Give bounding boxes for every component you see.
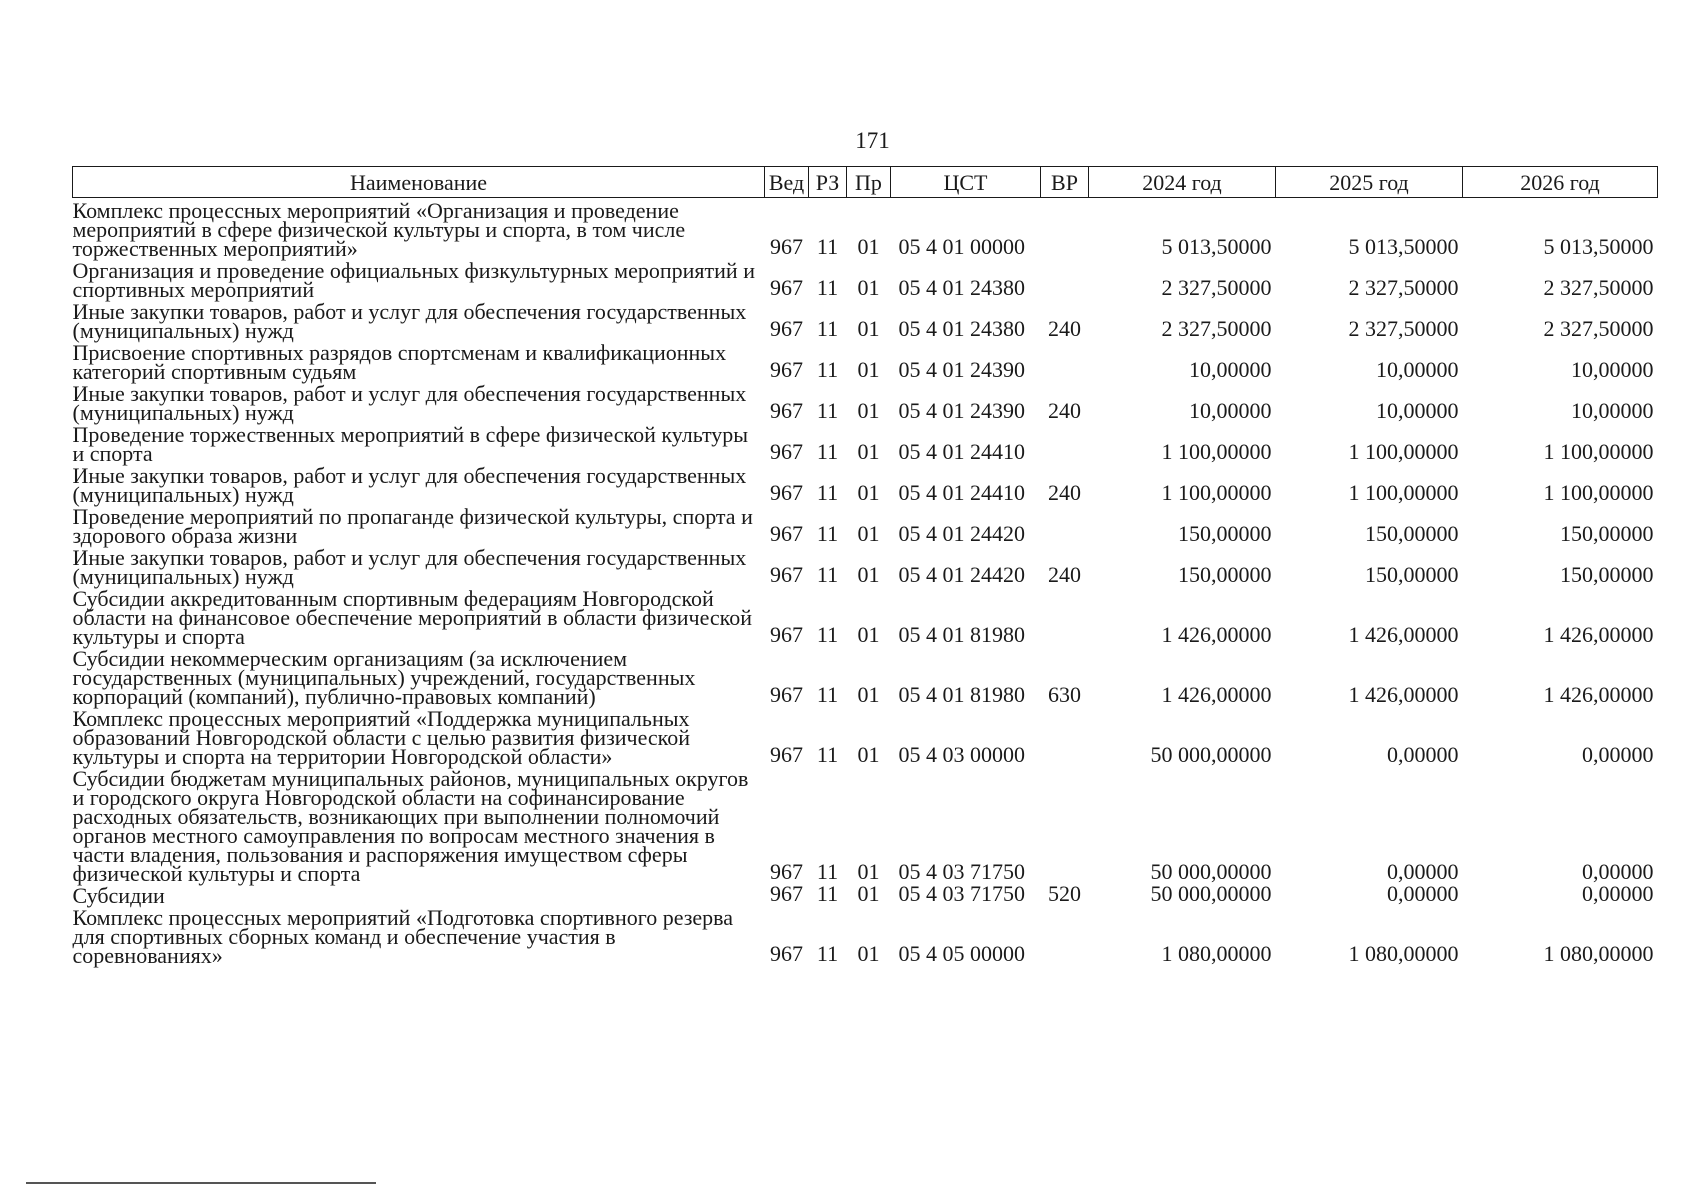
row-ved: 967 [770, 859, 803, 884]
row-cst: 05 4 03 71750 [898, 881, 1025, 906]
row-pr: 01 [857, 357, 880, 382]
row-cst: 05 4 01 00000 [898, 234, 1025, 259]
row-2025: 150,00000 [1365, 562, 1459, 587]
row-name: Комплекс процессных мероприятий «Поддержка муниципальных образований Новгородской области с целью развития физической культуры и спорта на территории Новгородской области» [72, 706, 691, 769]
row-2025: 0,00000 [1387, 742, 1459, 767]
table-header-row [73, 167, 1658, 198]
row-name: Иные закупки товаров, работ и услуг для обеспечения государственных (муниципальных) нужд [72, 381, 747, 425]
row-cst: 05 4 03 71750 [898, 859, 1025, 884]
row-ved: 967 [770, 941, 803, 966]
table-row [73, 905, 1658, 965]
budget-table [72, 166, 1658, 968]
row-vr: 240 [1048, 562, 1081, 587]
row-rz: 11 [816, 881, 839, 906]
row-2024: 2 327,50000 [1161, 275, 1272, 300]
header-rz: РЗ [809, 167, 847, 198]
header-pr: Пр [847, 167, 891, 198]
header-2026: 2026 год [1463, 167, 1658, 198]
row-2026: 1 426,00000 [1543, 682, 1654, 707]
row-2025: 2 327,50000 [1348, 316, 1459, 341]
table-row [73, 258, 1658, 299]
row-name: Комплекс процессных мероприятий «Подготовка спортивного резерва для спортивных сборных команд и обеспечение участия в соревнованиях» [72, 905, 734, 968]
row-2024: 50 000,00000 [1150, 742, 1272, 767]
row-ved: 967 [770, 398, 803, 423]
row-cst: 05 4 01 24420 [898, 562, 1025, 587]
row-2025: 10,00000 [1376, 357, 1459, 382]
row-vr [1041, 340, 1089, 381]
row-2024: 2 327,50000 [1161, 316, 1272, 341]
row-2025: 150,00000 [1365, 521, 1459, 546]
row-2026: 150,00000 [1560, 521, 1654, 546]
row-cst: 05 4 01 24390 [898, 398, 1025, 423]
row-2025: 1 100,00000 [1348, 439, 1459, 464]
table-row [73, 766, 1658, 883]
row-2024: 1 426,00000 [1161, 682, 1272, 707]
row-name: Комплекс процессных мероприятий «Организация и проведение мероприятий в сфере физической культуры и спорта, в том числе торжественных мероприятий» [72, 198, 686, 261]
row-rz: 11 [816, 859, 839, 884]
row-2026: 0,00000 [1582, 881, 1654, 906]
row-cst: 05 4 01 24380 [898, 316, 1025, 341]
row-2024: 50 000,00000 [1150, 859, 1272, 884]
row-cst: 05 4 01 24420 [898, 521, 1025, 546]
row-2024: 10,00000 [1189, 398, 1272, 423]
row-pr: 01 [857, 881, 880, 906]
row-rz: 11 [816, 521, 839, 546]
row-2026: 1 080,00000 [1543, 941, 1654, 966]
row-ved: 967 [770, 439, 803, 464]
row-pr: 01 [857, 316, 880, 341]
header-vr: ВР [1041, 167, 1089, 198]
row-2026: 1 426,00000 [1543, 622, 1654, 647]
row-2024: 150,00000 [1178, 562, 1272, 587]
row-vr [1041, 258, 1089, 299]
row-rz: 11 [816, 622, 839, 647]
row-cst: 05 4 01 24410 [898, 480, 1025, 505]
row-name: Иные закупки товаров, работ и услуг для обеспечения государственных (муниципальных) нужд [72, 299, 747, 343]
row-ved: 967 [770, 275, 803, 300]
row-pr: 01 [857, 439, 880, 464]
row-2024: 1 080,00000 [1161, 941, 1272, 966]
row-vr [1041, 905, 1089, 965]
row-rz: 11 [816, 480, 839, 505]
row-2025: 0,00000 [1387, 859, 1459, 884]
row-2026: 10,00000 [1571, 398, 1654, 423]
row-pr: 01 [857, 275, 880, 300]
footer-rule [26, 1182, 376, 1184]
row-2026: 150,00000 [1560, 562, 1654, 587]
row-name: Субсидии бюджетам муниципальных районов, муниципальных округов и городского округа Новгородской области на софинансирование расходных обязательств, возникающих при выполнении полномочий органов местного самоуправления по вопросам местного значения в части владения, пользования и распоряжения имуществом сферы физической культуры и спорта [72, 766, 749, 886]
row-rz: 11 [816, 941, 839, 966]
row-cst: 05 4 01 24380 [898, 275, 1025, 300]
row-2026: 2 327,50000 [1543, 316, 1654, 341]
row-ved: 967 [770, 316, 803, 341]
row-2025: 5 013,50000 [1348, 234, 1459, 259]
row-vr [1041, 198, 1089, 259]
row-pr: 01 [857, 682, 880, 707]
row-rz: 11 [816, 234, 839, 259]
row-2025: 2 327,50000 [1348, 275, 1459, 300]
row-name: Проведение торжественных мероприятий в сфере физической культуры и спорта [72, 422, 749, 466]
header-2024: 2024 год [1089, 167, 1276, 198]
header-2025: 2025 год [1276, 167, 1463, 198]
row-pr: 01 [857, 398, 880, 423]
row-2026: 5 013,50000 [1543, 234, 1654, 259]
row-rz: 11 [816, 562, 839, 587]
row-cst: 05 4 01 81980 [898, 682, 1025, 707]
row-cst: 05 4 01 24410 [898, 439, 1025, 464]
row-2026: 10,00000 [1571, 357, 1654, 382]
row-rz: 11 [816, 357, 839, 382]
row-2024: 1 100,00000 [1161, 439, 1272, 464]
row-rz: 11 [816, 439, 839, 464]
row-name: Организация и проведение официальных физкультурных мероприятий и спортивных мероприятий [72, 258, 755, 302]
row-vr: 520 [1048, 881, 1081, 906]
row-ved: 967 [770, 480, 803, 505]
row-name: Субсидии некоммерческим организациям (за исключением государственных (муниципальных) учреждений, государственных корпораций (компаний), публично-правовых компаний) [72, 646, 696, 709]
row-2024: 10,00000 [1189, 357, 1272, 382]
table-row [73, 198, 1658, 259]
row-2025: 10,00000 [1376, 398, 1459, 423]
row-2026: 1 100,00000 [1543, 439, 1654, 464]
row-2026: 2 327,50000 [1543, 275, 1654, 300]
row-vr: 630 [1048, 682, 1081, 707]
row-pr: 01 [857, 562, 880, 587]
row-cst: 05 4 05 00000 [898, 941, 1025, 966]
row-2024: 1 100,00000 [1161, 480, 1272, 505]
row-pr: 01 [857, 234, 880, 259]
row-pr: 01 [857, 859, 880, 884]
page-number: 171 [855, 128, 890, 153]
row-vr [1041, 706, 1089, 766]
row-ved: 967 [770, 562, 803, 587]
row-vr [1041, 586, 1089, 646]
row-ved: 967 [770, 357, 803, 382]
table-row [73, 883, 1658, 905]
row-vr: 240 [1048, 480, 1081, 505]
row-name: Присвоение спортивных разрядов спортсменам и квалификационных категорий спортивным судьям [72, 340, 727, 384]
row-pr: 01 [857, 622, 880, 647]
header-cst: ЦСТ [891, 167, 1041, 198]
row-name: Иные закупки товаров, работ и услуг для обеспечения государственных (муниципальных) нужд [72, 463, 747, 507]
row-vr [1041, 766, 1089, 883]
row-pr: 01 [857, 941, 880, 966]
row-ved: 967 [770, 881, 803, 906]
row-rz: 11 [816, 316, 839, 341]
row-rz: 11 [816, 275, 839, 300]
row-ved: 967 [770, 682, 803, 707]
table-row [73, 422, 1658, 463]
row-vr [1041, 504, 1089, 545]
row-2026: 1 100,00000 [1543, 480, 1654, 505]
row-name: Субсидии аккредитованным спортивным федерациям Новгородской области на финансовое обеспечение мероприятий в области физической культуры и спорта [72, 586, 752, 649]
row-name: Субсидии [72, 883, 165, 908]
row-ved: 967 [770, 521, 803, 546]
row-name: Проведение мероприятий по пропаганде физической культуры, спорта и здорового образа жизни [72, 504, 753, 548]
row-ved: 967 [770, 622, 803, 647]
row-cst: 05 4 03 00000 [898, 742, 1025, 767]
table-row [73, 463, 1658, 504]
table-row [73, 504, 1658, 545]
row-2025: 1 100,00000 [1348, 480, 1459, 505]
row-2024: 5 013,50000 [1161, 234, 1272, 259]
row-cst: 05 4 01 24390 [898, 357, 1025, 382]
row-2025: 1 080,00000 [1348, 941, 1459, 966]
row-2026: 0,00000 [1582, 742, 1654, 767]
row-vr: 240 [1048, 398, 1081, 423]
row-2025: 1 426,00000 [1348, 622, 1459, 647]
row-pr: 01 [857, 480, 880, 505]
row-pr: 01 [857, 521, 880, 546]
row-2026: 0,00000 [1582, 859, 1654, 884]
row-ved: 967 [770, 234, 803, 259]
row-rz: 11 [816, 398, 839, 423]
table-row [73, 545, 1658, 586]
table-row [73, 299, 1658, 340]
row-rz: 11 [816, 742, 839, 767]
row-2024: 150,00000 [1178, 521, 1272, 546]
row-rz: 11 [816, 682, 839, 707]
table-row [73, 381, 1658, 422]
row-name: Иные закупки товаров, работ и услуг для обеспечения государственных (муниципальных) нужд [72, 545, 747, 589]
header-ved: Вед [765, 167, 809, 198]
row-pr: 01 [857, 742, 880, 767]
row-ved: 967 [770, 742, 803, 767]
row-vr [1041, 422, 1089, 463]
table-row [73, 586, 1658, 646]
row-2025: 1 426,00000 [1348, 682, 1459, 707]
row-cst: 05 4 01 81980 [898, 622, 1025, 647]
row-2024: 50 000,00000 [1150, 881, 1272, 906]
table-row [73, 646, 1658, 706]
row-2024: 1 426,00000 [1161, 622, 1272, 647]
table-row [73, 340, 1658, 381]
header-name: Наименование [73, 167, 765, 198]
table-row [73, 706, 1658, 766]
row-vr: 240 [1048, 316, 1081, 341]
row-2025: 0,00000 [1387, 881, 1459, 906]
